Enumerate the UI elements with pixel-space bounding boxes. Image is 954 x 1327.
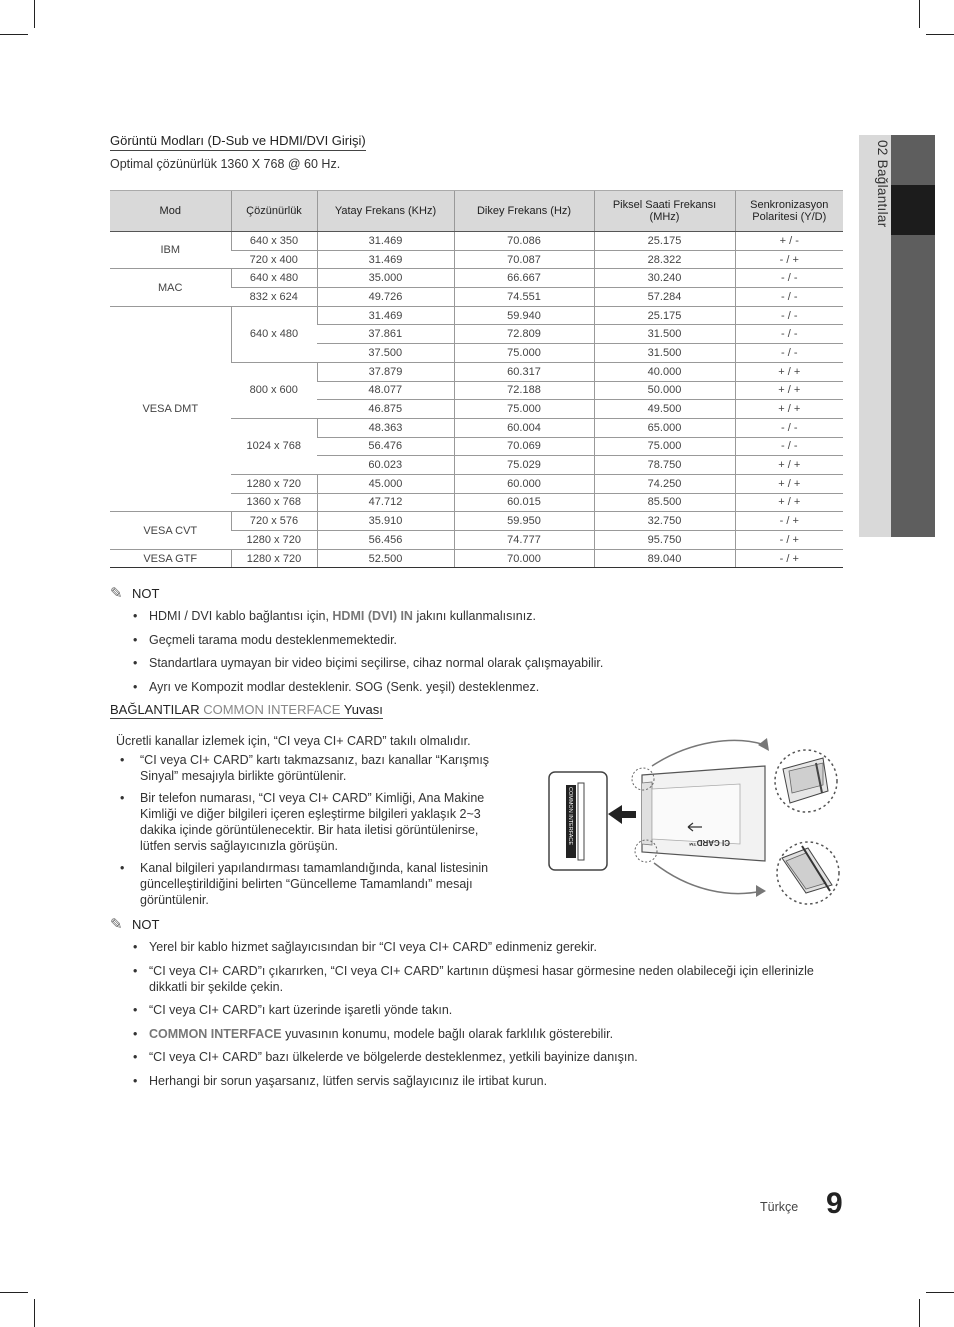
- ci-section-title: [110, 702, 383, 719]
- pclock-cell: 78.750: [594, 456, 735, 475]
- hfreq-cell: 37.861: [317, 325, 454, 344]
- resolution-cell: 800 x 600: [231, 362, 317, 418]
- resolution-cell: 640 x 350: [231, 232, 317, 251]
- pclock-cell: 25.175: [594, 232, 735, 251]
- polarity-cell: + / +: [735, 362, 843, 381]
- resolution-cell: 1280 x 720: [231, 549, 317, 568]
- crop-mark: [919, 0, 920, 28]
- list-item: • “CI veya CI+ CARD” kartı takmazsanız, bazı kanallar “Karışmış Sinyal” mesajıyla birlikte görüntülenir.: [112, 752, 502, 784]
- hfreq-cell: 48.077: [317, 381, 454, 400]
- hfreq-cell: 37.879: [317, 362, 454, 381]
- pclock-cell: 74.250: [594, 474, 735, 493]
- mode-cell: VESA DMT: [110, 306, 231, 512]
- common-interface-label: COMMON INTERFACE: [149, 1026, 282, 1041]
- crop-mark: [0, 1292, 28, 1293]
- ci-title-highlight: COMMON INTERFACE: [203, 702, 341, 717]
- col-header-pixel-clock: Piksel Saati Frekansı (MHz): [594, 191, 735, 232]
- pclock-cell: 75.000: [594, 437, 735, 456]
- col-header-horizontal-freq: Yatay Frekans (KHz): [317, 191, 454, 232]
- footer-language: Türkçe: [760, 1200, 799, 1214]
- pclock-cell: 65.000: [594, 418, 735, 437]
- polarity-cell: + / +: [735, 474, 843, 493]
- hfreq-cell: 49.726: [317, 288, 454, 307]
- resolution-cell: 1280 x 720: [231, 531, 317, 550]
- hfreq-cell: 37.500: [317, 344, 454, 363]
- hdmi-in-label: HDMI (DVI) IN: [332, 609, 413, 623]
- section-title: Görüntü Modları (D-Sub ve HDMI/DVI Girişi): [110, 133, 366, 151]
- slot-opening: [578, 783, 584, 860]
- list-item: [133, 608, 603, 624]
- page-number: 9: [826, 1187, 843, 1220]
- list-item: [133, 1026, 853, 1042]
- vfreq-cell: 75.000: [454, 400, 594, 419]
- pclock-cell: 28.322: [594, 250, 735, 269]
- note-text: jakını kullanmalısınız.: [412, 609, 536, 623]
- list-item: • Ayrı ve Kompozit modlar desteklenir. SOG (Senk. yeşil) desteklenmez.: [133, 679, 603, 695]
- vfreq-cell: 66.667: [454, 269, 594, 288]
- note-label: NOT: [132, 917, 160, 932]
- vfreq-cell: 70.069: [454, 437, 594, 456]
- table-header-row: [110, 191, 843, 232]
- polarity-cell: + / +: [735, 381, 843, 400]
- zoom-arrow-top-icon: [652, 740, 765, 766]
- vfreq-cell: 74.551: [454, 288, 594, 307]
- polarity-cell: - / -: [735, 325, 843, 344]
- col-header-sync-polarity: Senkronizasyon Polaritesi (Y/D): [735, 191, 843, 232]
- table-row: [110, 306, 843, 325]
- pclock-cell: 49.500: [594, 400, 735, 419]
- hfreq-cell: 35.000: [317, 269, 454, 288]
- resolution-cell: 1024 x 768: [231, 418, 317, 474]
- pclock-cell: 31.500: [594, 325, 735, 344]
- note-list: [133, 939, 853, 1096]
- mode-cell: VESA GTF: [110, 549, 231, 568]
- table-row: [110, 269, 843, 288]
- hfreq-cell: 46.875: [317, 400, 454, 419]
- pclock-cell: 95.750: [594, 531, 735, 550]
- vfreq-cell: 59.950: [454, 512, 594, 531]
- polarity-cell: + / -: [735, 232, 843, 251]
- col-header-resolution: Çözünürlük: [231, 191, 317, 232]
- chapter-tab-marker: [891, 185, 935, 235]
- list-item: • “CI veya CI+ CARD” bazı ülkelerde ve bölgelerde desteklenmez, yetkili bayinize danışın.: [133, 1049, 853, 1065]
- pclock-cell: 89.040: [594, 549, 735, 568]
- note-text: HDMI / DVI kablo bağlantısı için,: [149, 609, 333, 623]
- col-header-vertical-freq: Dikey Frekans (Hz): [454, 191, 594, 232]
- crop-mark: [919, 1299, 920, 1327]
- polarity-cell: - / +: [735, 512, 843, 531]
- polarity-cell: - / -: [735, 418, 843, 437]
- list-item: • Kanal bilgileri yapılandırması tamamlandığında, kanal listesinin güncelleştirildiğini belirten “Güncelleme Tamamlandı” mesajı görüntülenir.: [112, 860, 502, 908]
- ci-card-insertion-figure: [540, 733, 845, 913]
- table-row: [110, 512, 843, 531]
- crop-mark: [34, 1299, 35, 1327]
- hfreq-cell: 56.476: [317, 437, 454, 456]
- vfreq-cell: 70.000: [454, 549, 594, 568]
- crop-mark: [926, 1292, 954, 1293]
- hfreq-cell: 31.469: [317, 250, 454, 269]
- list-item: • “CI veya CI+ CARD”ı kart üzerinde işaretli yönde takın.: [133, 1002, 853, 1018]
- pclock-cell: 32.750: [594, 512, 735, 531]
- zoom-arrow-bottom-icon: [654, 863, 762, 894]
- vfreq-cell: 60.004: [454, 418, 594, 437]
- list-item: • Standartlara uymayan bir video biçimi seçilirse, cihaz normal olarak çalışmayabilir.: [133, 655, 603, 671]
- polarity-cell: - / -: [735, 306, 843, 325]
- vfreq-cell: 74.777: [454, 531, 594, 550]
- vfreq-cell: 60.015: [454, 493, 594, 512]
- vfreq-cell: 72.188: [454, 381, 594, 400]
- chapter-label: 02 Bağlantılar: [875, 140, 890, 228]
- list-item: • Yerel bir kablo hizmet sağlayıcısından bir “CI veya CI+ CARD” edinmeniz gerekir.: [133, 939, 853, 955]
- hfreq-cell: 35.910: [317, 512, 454, 531]
- crop-mark: [926, 34, 954, 35]
- list-item: • Bir telefon numarası, “CI veya CI+ CARD” Kimliği, Ana Makine Kimliği ve diğer bilgileri içeren eşleştirme bilgileri yaklaşık 2~3 dakika içinde görüntülenecektir. Bir hata iletisi görüntülenirse, lütfen servis sağlayıcınızla görüşün.: [112, 790, 502, 854]
- pencil-icon: ✎: [110, 585, 123, 602]
- resolution-cell: 640 x 480: [231, 269, 317, 288]
- resolution-cell: 1280 x 720: [231, 474, 317, 493]
- vfreq-cell: 72.809: [454, 325, 594, 344]
- resolution-cell: 640 x 480: [231, 306, 317, 362]
- crop-mark: [34, 0, 35, 28]
- note-text: yuvasının konumu, modele bağlı olarak farklılık gösterebilir.: [281, 1026, 614, 1041]
- note-heading: [110, 915, 159, 933]
- zoom-detail-top: [775, 750, 837, 812]
- vfreq-cell: 70.087: [454, 250, 594, 269]
- pclock-cell: 30.240: [594, 269, 735, 288]
- display-modes-table: [110, 190, 843, 568]
- polarity-cell: + / +: [735, 456, 843, 475]
- hfreq-cell: 56.456: [317, 531, 454, 550]
- table-row: [110, 549, 843, 568]
- vfreq-cell: 70.086: [454, 232, 594, 251]
- pclock-cell: 31.500: [594, 344, 735, 363]
- crop-mark: [0, 34, 28, 35]
- pencil-icon: ✎: [110, 916, 123, 933]
- polarity-cell: - / +: [735, 250, 843, 269]
- polarity-cell: - / -: [735, 269, 843, 288]
- hfreq-cell: 31.469: [317, 306, 454, 325]
- pclock-cell: 25.175: [594, 306, 735, 325]
- hfreq-cell: 60.023: [317, 456, 454, 475]
- polarity-cell: - / +: [735, 531, 843, 550]
- ci-title-text: Yuvası: [340, 702, 383, 717]
- vfreq-cell: 60.000: [454, 474, 594, 493]
- ci-intro: Ücretli kanallar izlemek için, “CI veya CI+ CARD” takılı olmalıdır.: [116, 734, 471, 748]
- col-header-mode: Mod: [110, 191, 231, 232]
- vfreq-cell: 75.000: [454, 344, 594, 363]
- pclock-cell: 50.000: [594, 381, 735, 400]
- polarity-cell: - / -: [735, 288, 843, 307]
- hfreq-cell: 31.469: [317, 232, 454, 251]
- pclock-cell: 40.000: [594, 362, 735, 381]
- vfreq-cell: 59.940: [454, 306, 594, 325]
- vfreq-cell: 60.317: [454, 362, 594, 381]
- list-item: • Herhangi bir sorun yaşarsanız, lütfen servis sağlayıcınız ile irtibat kurun.: [133, 1073, 853, 1089]
- resolution-cell: 720 x 400: [231, 250, 317, 269]
- note-list: [133, 608, 603, 702]
- polarity-cell: + / +: [735, 493, 843, 512]
- pclock-cell: 85.500: [594, 493, 735, 512]
- table-row: [110, 232, 843, 251]
- resolution-cell: 1360 x 768: [231, 493, 317, 512]
- hfreq-cell: 47.712: [317, 493, 454, 512]
- hfreq-cell: 45.000: [317, 474, 454, 493]
- mode-cell: IBM: [110, 232, 231, 269]
- pclock-cell: 57.284: [594, 288, 735, 307]
- hfreq-cell: 48.363: [317, 418, 454, 437]
- resolution-cell: 720 x 576: [231, 512, 317, 531]
- polarity-cell: + / +: [735, 400, 843, 419]
- card-label: CI CARD™: [688, 838, 730, 847]
- slot-label: COMMON INTERFACE: [567, 787, 573, 846]
- optimal-resolution: Optimal çözünürlük 1360 X 768 @ 60 Hz.: [110, 157, 341, 171]
- insert-arrow-icon: [608, 805, 636, 824]
- resolution-cell: 832 x 624: [231, 288, 317, 307]
- list-item: • “CI veya CI+ CARD”ı çıkarırken, “CI veya CI+ CARD” kartının düşmesi hasar görmesine neden olabileceği için ellerinizle dikkatli bir şekilde çekin.: [133, 963, 853, 995]
- ci-title-text: BAĞLANTILAR: [110, 702, 204, 717]
- note-label: NOT: [132, 586, 160, 601]
- polarity-cell: - / -: [735, 344, 843, 363]
- list-item: • Geçmeli tarama modu desteklenmemektedir.: [133, 632, 603, 648]
- hfreq-cell: 52.500: [317, 549, 454, 568]
- ci-card: [642, 766, 765, 861]
- polarity-cell: - / -: [735, 437, 843, 456]
- mode-cell: MAC: [110, 269, 231, 306]
- mode-cell: VESA CVT: [110, 512, 231, 549]
- ci-bullet-list: [112, 752, 502, 914]
- vfreq-cell: 75.029: [454, 456, 594, 475]
- polarity-cell: - / +: [735, 549, 843, 568]
- zoom-detail-bottom: [777, 842, 839, 904]
- note-heading: [110, 584, 159, 602]
